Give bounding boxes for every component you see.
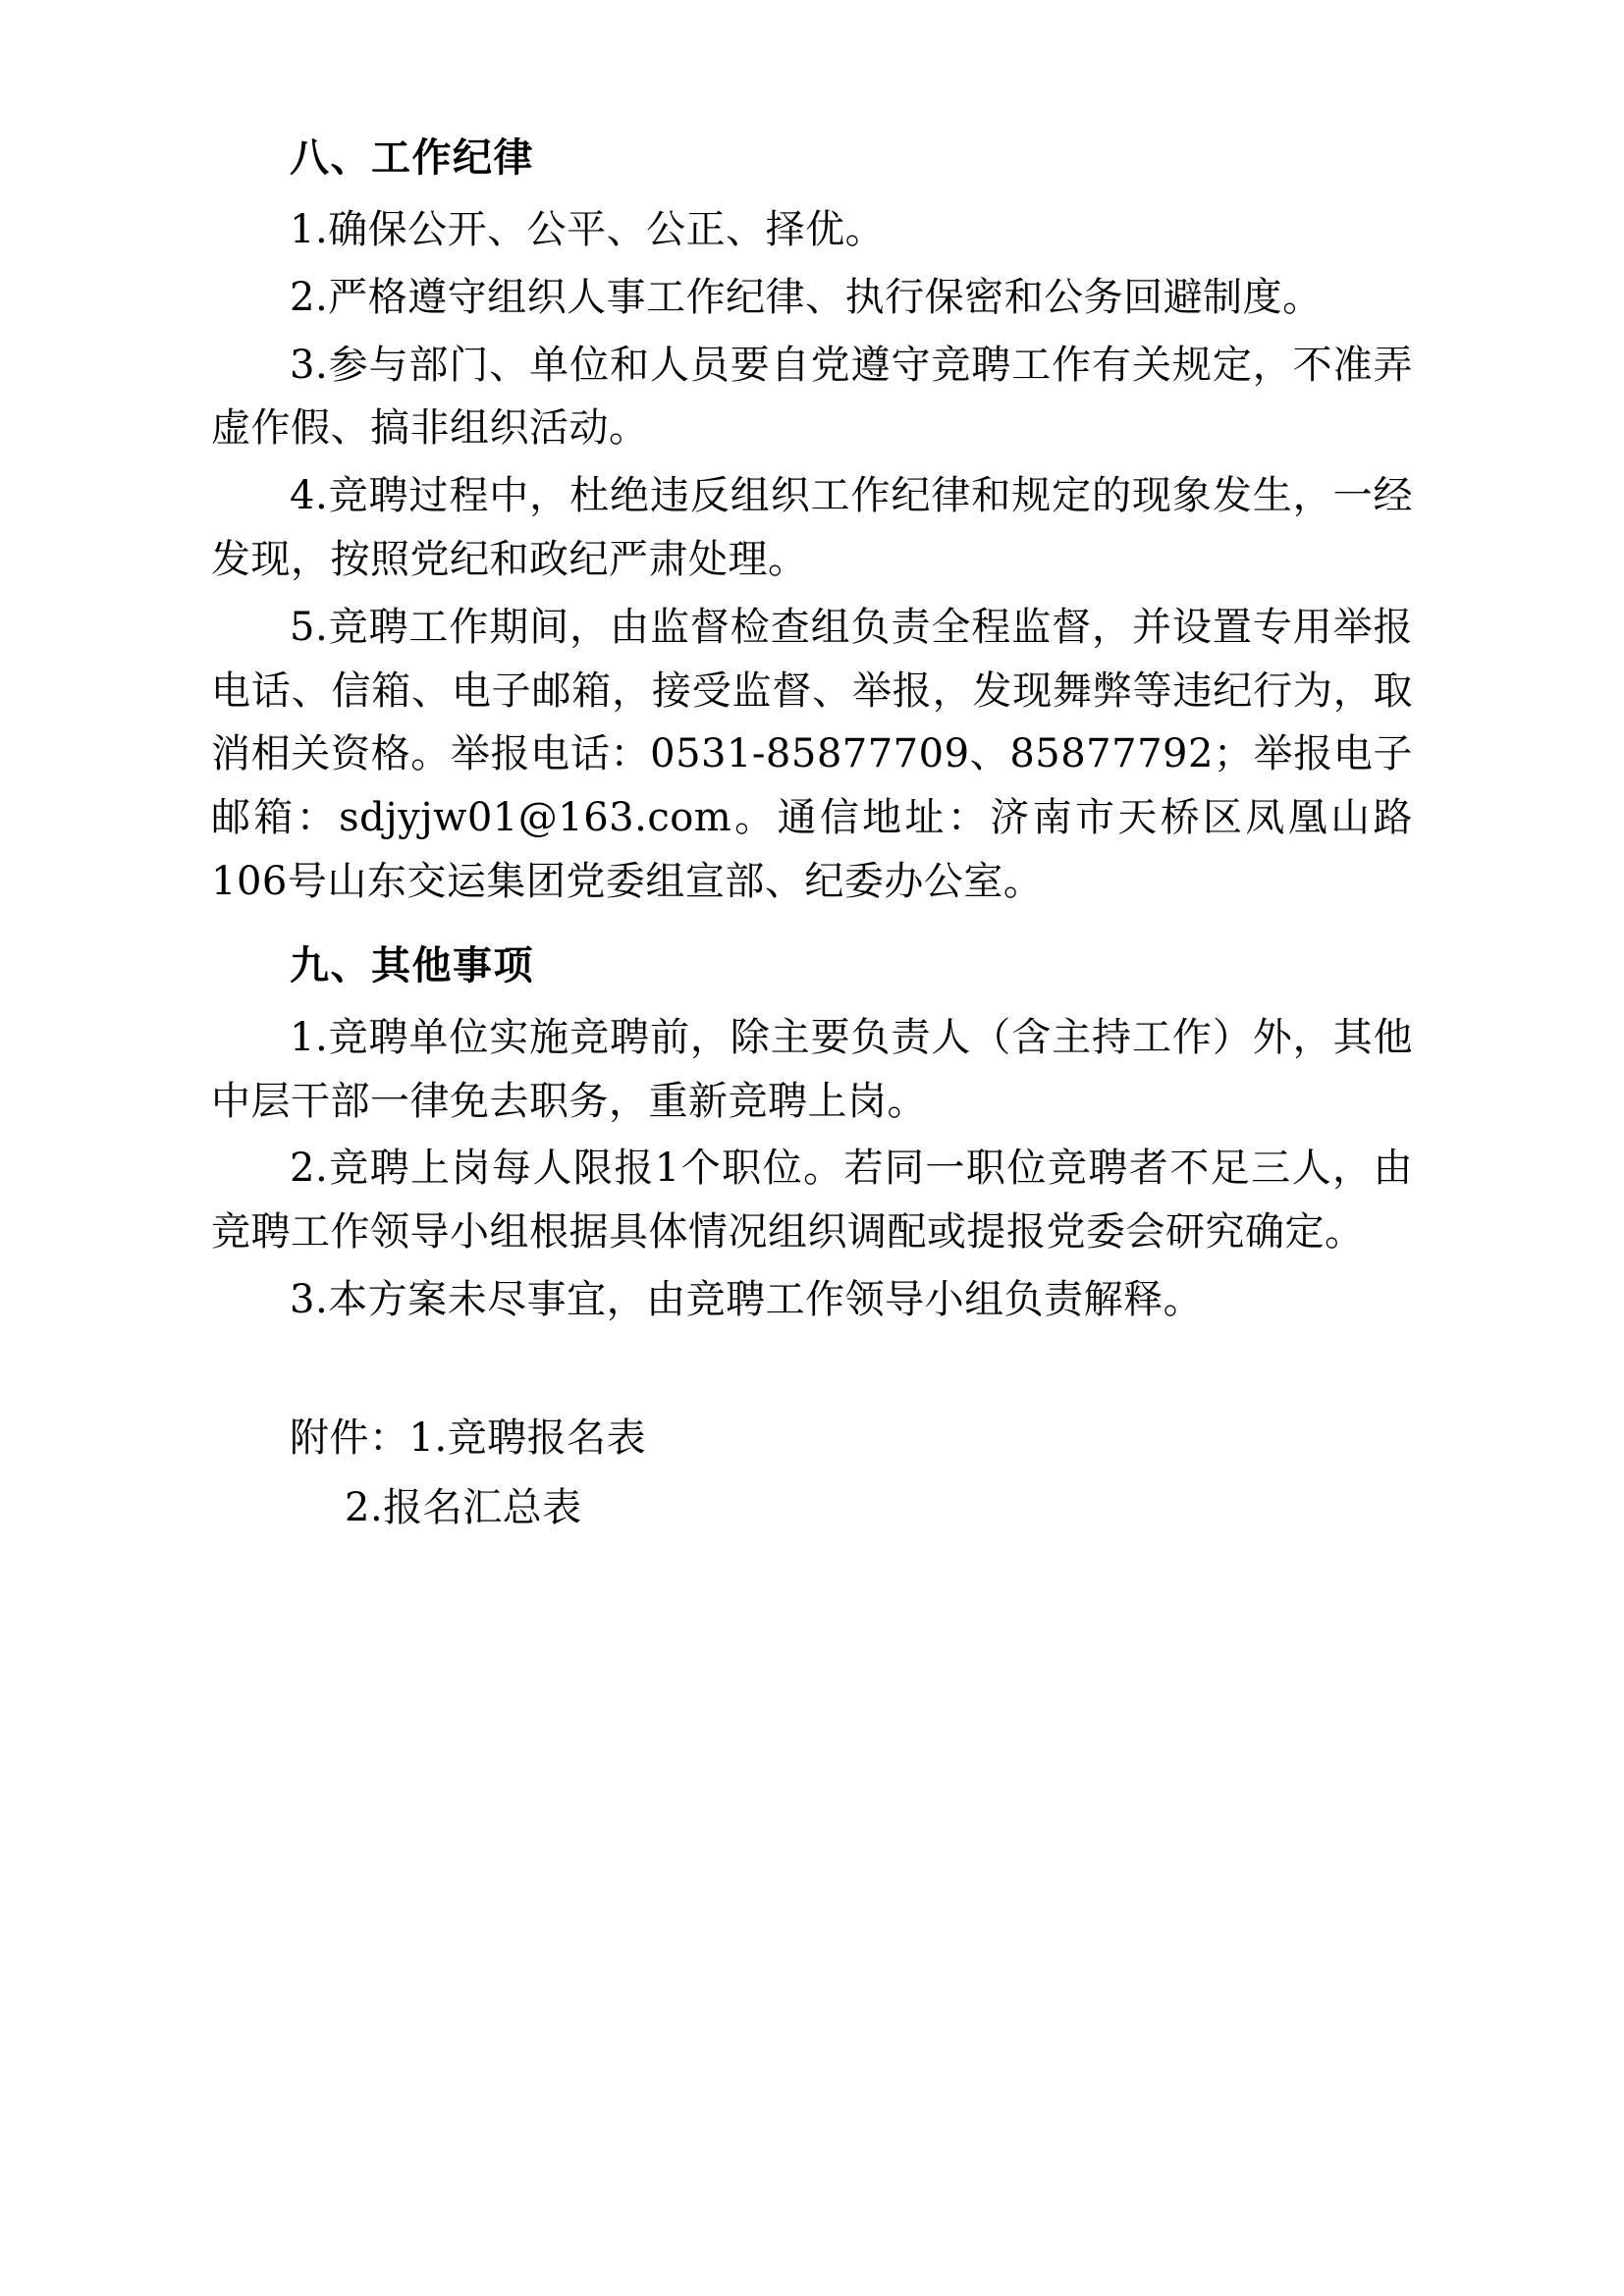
paragraph-8-4: 4.竞聘过程中，杜绝违反组织工作纪律和规定的现象发生，一经发现，按照党纪和政纪严肃处理。 (211, 473, 1413, 582)
attachment-item-1: 附件：1.竞聘报名表 (290, 1415, 647, 1461)
section-heading-other-matters: 九、其他事项 (290, 942, 534, 988)
section-heading-work-discipline: 八、工作纪律 (290, 135, 534, 181)
paragraph-9-1: 1.竞聘单位实施竞聘前，除主要负责人（含主持工作）外，其他中层干部一律免去职务，重新竞聘上岗。 (211, 1014, 1413, 1124)
attachment-item-2: 2.报名汇总表 (345, 1484, 582, 1530)
paragraph-9-3: 3.本方案未尽事宜，由竞聘工作领导小组负责解释。 (290, 1276, 1204, 1322)
paragraph-8-2: 2.严格遵守组织人事工作纪律、执行保密和公务回避制度。 (290, 274, 1323, 320)
attachments-block (211, 1407, 1413, 1540)
paragraph-8-5: 5.竞聘工作期间，由监督检查组负责全程监督，并设置专用举报电话、信箱、电子邮箱，接受监督、举报，发现舞弊等违纪行为，取消相关资格。举报电话：0531-85877709、85877792；举报电子邮箱：sdjyjw01@163.com。通信地址：济南市天桥区凤凰山路106号山东交运集团党委组宣部、纪委办公室。 (211, 604, 1413, 904)
paragraph-9-2: 2.竞聘上岗每人限报1个职位。若同一职位竞聘者不足三人，由竞聘工作领导小组根据具体情况组织调配或提报党委会研究确定。 (211, 1146, 1413, 1255)
document-body (211, 128, 1413, 1539)
paragraph-8-3: 3.参与部门、单位和人员要自党遵守竞聘工作有关规定，不准弄虚作假、搞非组织活动。 (211, 342, 1413, 452)
paragraph-8-1: 1.确保公开、公平、公正、择优。 (290, 207, 886, 252)
